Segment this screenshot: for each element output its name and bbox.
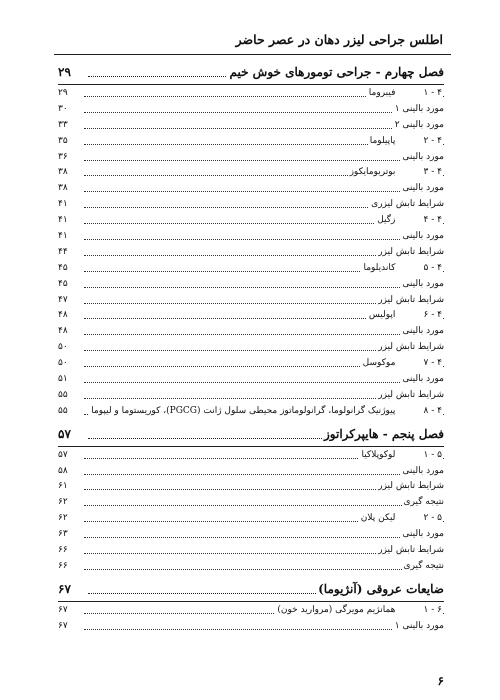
toc-entry-title (400, 466, 444, 476)
entry-title-text: لوکوپلاکیا (361, 449, 396, 460)
page-number: ۶ (437, 674, 444, 688)
toc-entry-title (369, 199, 444, 209)
toc-page-number: ۳۵ (58, 135, 68, 146)
toc-chapter-row (58, 424, 444, 447)
toc-page-number: ۵۱ (58, 374, 68, 385)
toc-entry-title (393, 120, 444, 130)
toc-page-number: ۴۴ (58, 246, 68, 257)
toc-page-number: ۴۸ (58, 326, 68, 337)
toc-page-number: ۵۰ (58, 342, 68, 353)
toc-page-number: ۴۵ (58, 262, 68, 273)
toc-entry-title (400, 374, 444, 384)
entry-title-text: مورد بالینی ۱ (394, 103, 444, 114)
toc-entry-row (58, 246, 444, 262)
section-number: ۵ - ۲ (423, 513, 442, 524)
section-number: ۴ - ۲ (423, 135, 442, 146)
entry-title-text: مورد بالینی (402, 326, 444, 337)
toc-entry-row (58, 560, 444, 576)
section-number: ۴ - ۴ (423, 215, 442, 226)
toc-entry-title (368, 136, 442, 146)
entry-title-text: اپولیس (368, 310, 396, 321)
entry-title-text: ضایعات عروقی (آنژیوما) (318, 581, 444, 596)
entry-title-text: شرایط تابش لیزر (378, 342, 444, 353)
toc-page-number: ۵۵ (58, 389, 68, 400)
toc-entry-title (376, 247, 444, 257)
toc-page-number: ۴۸ (58, 310, 68, 321)
toc-entry-title (322, 427, 444, 441)
entry-title-text: پاپیلوما (369, 135, 396, 146)
toc-entry-title (367, 88, 442, 98)
entry-title-text: مورد بالینی (402, 278, 444, 289)
toc-entry-title (89, 406, 442, 416)
section-number: ۴ - ۳ (423, 167, 442, 178)
toc-chapter-row (58, 62, 444, 85)
entry-title-text: مورد بالینی (402, 374, 444, 385)
toc-entry-row (58, 278, 444, 294)
toc-entry-row (58, 544, 444, 560)
entry-title-text: نتیجه گیری (403, 497, 444, 508)
dot-leader (84, 629, 444, 630)
dot-leader (84, 128, 444, 129)
toc-entry-row (58, 103, 444, 119)
entry-title-text: مورد بالینی (402, 465, 444, 476)
toc-entry-row (58, 198, 444, 214)
toc-page-number: ۲۹ (58, 65, 71, 79)
toc-entry-row (58, 480, 444, 496)
toc-page-number: ۶۶ (58, 545, 68, 556)
toc-entry-row (58, 357, 444, 373)
toc-entry-title (400, 183, 444, 193)
entry-title-text: فصل پنجم - هایپرکراتوز (323, 426, 444, 441)
toc-entry-row (58, 604, 444, 620)
toc-page-number: ۵۷ (58, 426, 71, 441)
toc-entry-title (359, 450, 442, 460)
entry-title-text: همانژیم مویرگی (مروارید خون) (277, 604, 396, 615)
section-number: ۶ - ۱ (423, 604, 442, 615)
entry-title-text: کاندیلوما (363, 262, 396, 273)
toc-entry-row (58, 389, 444, 405)
dot-leader (84, 505, 444, 506)
entry-title-text: مورد بالینی ۱ (394, 620, 444, 631)
toc-page-number: ۶۱ (58, 481, 68, 492)
toc-entry-row (58, 325, 444, 341)
toc-page-number: ۶۷ (58, 581, 71, 596)
entry-title-text: لیکن پلان (360, 513, 396, 524)
entry-title-text: شرایط تابش لیزری (371, 199, 444, 210)
dot-leader (84, 112, 444, 113)
toc-entry-row (58, 119, 444, 135)
dot-leader (84, 334, 444, 335)
toc-page-number: ۳۶ (58, 151, 68, 162)
entry-title-text: زگیل (377, 215, 396, 226)
toc-entry-title (402, 497, 444, 507)
entry-title-text: نتیجه گیری (403, 560, 444, 571)
toc-entry-row (58, 182, 444, 198)
toc-entry-row (58, 87, 444, 103)
toc-page-number: ۵۰ (58, 358, 68, 369)
entry-title-text: مورد بالینی ۲ (394, 119, 444, 130)
section-number: ۴ - ۱ (423, 88, 442, 98)
toc-entry-title (376, 481, 444, 491)
entry-title-text: موکوسل (362, 358, 396, 369)
toc-entry-row (58, 512, 444, 528)
toc-entry-row (58, 294, 444, 310)
toc-entry-row (58, 309, 444, 325)
toc-page-number: ۳۸ (58, 183, 68, 194)
toc-entry-row (58, 214, 444, 230)
toc-entry-row (58, 528, 444, 544)
toc-entry-title (348, 167, 442, 177)
toc-entry-row (58, 496, 444, 512)
toc-entry-title (376, 295, 444, 305)
toc-entry-title (393, 104, 444, 114)
dot-leader (84, 160, 444, 161)
section-number: ۴ - ۶ (423, 310, 442, 321)
toc-page-number: ۲۹ (58, 88, 68, 98)
toc-entry-title (361, 358, 442, 368)
toc-page-number: ۶۷ (58, 620, 68, 631)
entry-title-text: مورد بالینی (402, 151, 444, 162)
table-of-contents (58, 62, 444, 636)
entry-title-text: شرایط تابش لیزر (378, 389, 444, 400)
entry-title-text: شرایط تابش لیزر (378, 294, 444, 305)
toc-page-number: ۳۳ (58, 119, 68, 130)
entry-title-text: مورد بالینی (402, 529, 444, 540)
toc-entry-row (58, 341, 444, 357)
dot-leader (84, 239, 444, 240)
toc-entry-row (58, 262, 444, 278)
toc-entry-title (361, 263, 442, 273)
toc-entry-title (376, 545, 444, 555)
toc-entry-title (393, 621, 444, 631)
toc-page-number: ۶۳ (58, 529, 68, 540)
toc-page-number: ۴۱ (58, 215, 68, 226)
entry-title-text: بوتریومایکوز (349, 167, 396, 178)
section-number: ۴ - ۵ (423, 262, 442, 273)
toc-page-number: ۶۲ (58, 497, 68, 508)
section-number: ۴ - ۷ (423, 358, 442, 369)
dot-leader (84, 382, 444, 383)
entry-title-text: پیوژنیک گرانولوما، گرانولوماتوز محیطی سلول ژانت (PGCG)، کوریستوما و لیپوما (91, 405, 396, 416)
toc-entry-title (400, 231, 444, 241)
toc-page-number: ۶۲ (58, 513, 68, 524)
toc-page-number: ۵۸ (58, 465, 68, 476)
toc-page-number: ۴۱ (58, 231, 68, 242)
toc-entry-title (316, 582, 444, 596)
toc-entry-title (367, 310, 442, 320)
toc-entry-title (402, 561, 444, 571)
toc-page-number: ۵۷ (58, 449, 68, 460)
toc-entry-title (359, 513, 442, 523)
toc-entry-title (376, 390, 444, 400)
toc-entry-row (58, 151, 444, 167)
entry-title-text: شرایط تابش لیزر (378, 246, 444, 257)
toc-page-number: ۵۵ (58, 405, 68, 416)
toc-entry-title (400, 279, 444, 289)
toc-entry-row (58, 405, 444, 421)
toc-entry-row (58, 373, 444, 389)
toc-page-number: ۳۰ (58, 103, 68, 114)
dot-leader (84, 537, 444, 538)
entry-title-text: شرایط تابش لیزر (378, 481, 444, 492)
toc-entry-title (376, 342, 444, 352)
toc-entry-title (375, 215, 442, 225)
toc-chapter-row (58, 579, 444, 602)
section-number: ۴ - ۸ (423, 405, 442, 416)
toc-page-number: ۴۱ (58, 199, 68, 210)
dot-leader (84, 287, 444, 288)
toc-entry-title (400, 326, 444, 336)
entry-title-text: شرایط تابش لیزر (378, 545, 444, 556)
toc-entry-row (58, 449, 444, 465)
running-header (54, 28, 451, 55)
entry-title-text: فصل چهارم - جراحی تومورهای خوش خیم (229, 65, 444, 79)
running-header-title: اطلس جراحی لیزر دهان در عصر حاضر (235, 32, 443, 47)
toc-entry-row (58, 230, 444, 246)
toc-page-number: ۴۵ (58, 278, 68, 289)
toc-entry-title (400, 152, 444, 162)
toc-page-number: ۳۸ (58, 167, 68, 178)
toc-entry-row (58, 166, 444, 182)
toc-entry-title (275, 605, 442, 615)
toc-entry-title (227, 65, 444, 79)
toc-page-number: ۶۶ (58, 560, 68, 571)
entry-title-text: مورد بالینی (402, 231, 444, 242)
toc-entry-row (58, 620, 444, 636)
toc-page-number: ۴۷ (58, 294, 68, 305)
dot-leader (84, 474, 444, 475)
toc-page-number: ۶۷ (58, 604, 68, 615)
toc-entry-row (58, 465, 444, 481)
toc-entry-row (58, 135, 444, 151)
section-number: ۵ - ۱ (423, 449, 442, 460)
dot-leader (84, 569, 444, 570)
dot-leader (84, 191, 444, 192)
entry-title-text: فیبروما (368, 88, 396, 98)
entry-title-text: مورد بالینی (402, 183, 444, 194)
toc-entry-title (400, 529, 444, 539)
